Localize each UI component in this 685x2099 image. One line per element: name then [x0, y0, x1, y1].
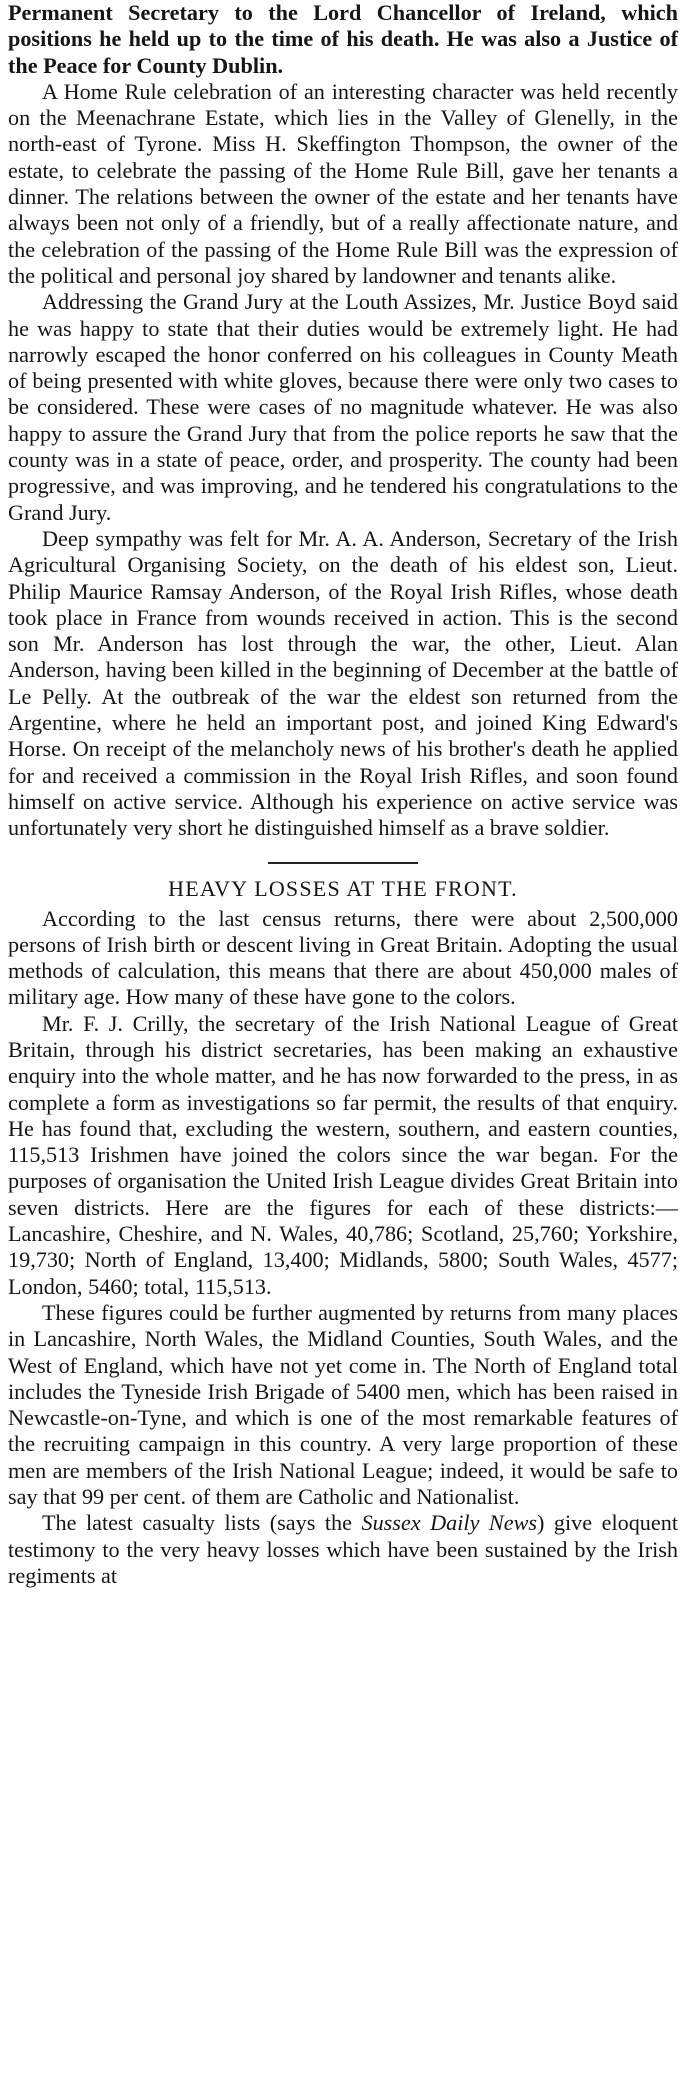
article-paragraph-chancellor: Permanent Secretary to the Lord Chancellor of Ireland, which positions he held up to the time of his death. He was also a Justice of the Peace for County Dublin. — [8, 0, 678, 78]
newspaper-title: Sussex Daily News — [361, 1510, 538, 1536]
article-paragraph-crilly: Mr. F. J. Crilly, the secretary of the Irish National League of Great Britain, through his district secretaries, has been making an exhaustive enquiry into the whole matter, and he has now forwarded to the press, in as complete a form as investigations so far permit, the results of that enquiry. He has found that, excluding the western, southern, and eastern counties, 115,513 Irishmen have joined the colors since the war began. For the purposes of organisation the United Irish League divides Great Britain into seven districts. Here are the figures for each of these districts:—Lancashire, Cheshire, and N. Wales, 40,786; Scotland, 25,760; Yorkshire, 19,730; North of England, 13,400; Midlands, 5800; South Wales, 4577; London, 5460; total, 115,513. — [8, 1010, 678, 1299]
article-paragraph-anderson: Deep sympathy was felt for Mr. A. A. Anderson, Secretary of the Irish Agricultural Organising Society, on the death of his eldest son, Lieut. Philip Maurice Ramsay Anderson, of the Royal Irish Rifles, whose death took place in France from wounds received in action. This is the second son Mr. Anderson has lost through the war, the other, Lieut. Alan Anderson, having been killed in the beginning of December at the battle of Le Pelly. At the outbreak of the war the eldest son returned from the Argentine, where he held an important post, and joined King Edward's Horse. On receipt of the melancholy news of his brother's death he applied for and received a commission in the Royal Irish Rifles, and soon found himself on active service. Although his experience on active service was unfortunately very short he distinguished himself as a brave soldier. — [8, 525, 678, 841]
article-paragraph-louth-assizes: Addressing the Grand Jury at the Louth Assizes, Mr. Justice Boyd said he was happy to state that their duties would be extremely light. He had narrowly escaped the honor conferred on his colleagues in County Meath of being presented with white gloves, because there were only two cases to be considered. These were cases of no magnitude whatever. He was also happy to assure the Grand Jury that from the police reports he saw that the county was in a state of peace, order, and prosperity. The county had been progressive, and was improving, and he tendered his congratulations to the Grand Jury. — [8, 289, 678, 525]
section-divider — [268, 862, 418, 864]
article-paragraph-census: According to the last census returns, there were about 2,500,000 persons of Irish birth or descent living in Great Britain. Adopting the usual methods of calculation, this means that there are about 450,000 males of military age. How many of these have gone to the colors. — [8, 905, 678, 1010]
newspaper-page — [8, 0, 678, 1589]
article-paragraph-figures: These figures could be further augmented by returns from many places in Lancashire, North Wales, the Midland Counties, South Wales, and the West of England, which have not yet come in. The North of England total includes the Tyneside Irish Brigade of 5400 men, which has been raised in Newcastle-on-Tyne, and which is one of the most remarkable features of the recruiting campaign in this country. A very large proportion of these men are members of the Irish National League; indeed, it would be safe to say that 99 per cent. of them are Catholic and Nationalist. — [8, 1299, 678, 1510]
article-paragraph-home-rule: A Home Rule celebration of an interesting character was held recently on the Meenachrane Estate, which lies in the Valley of Glenelly, in the north-east of Tyrone. Miss H. Skeffington Thompson, the owner of the estate, to celebrate the passing of the Home Rule Bill, gave her tenants a dinner. The relations between the owner of the estate and her tenants have always been not only of a friendly, but of a really affectionate nature, and the celebration of the passing of the Home Rule Bill was the expression of the political and personal joy shared by landowner and tenants alike. — [8, 78, 678, 288]
casualty-text-tail: ) give eloquent testimony to the very heavy losses which have been sustained by the Irish regiments at — [8, 1510, 679, 1588]
casualty-text-lead: The latest casualty lists (says the — [42, 1510, 362, 1536]
article-paragraph-casualty-lists — [8, 1510, 678, 1589]
section-heading: HEAVY LOSSES AT THE FRONT. — [168, 875, 518, 901]
